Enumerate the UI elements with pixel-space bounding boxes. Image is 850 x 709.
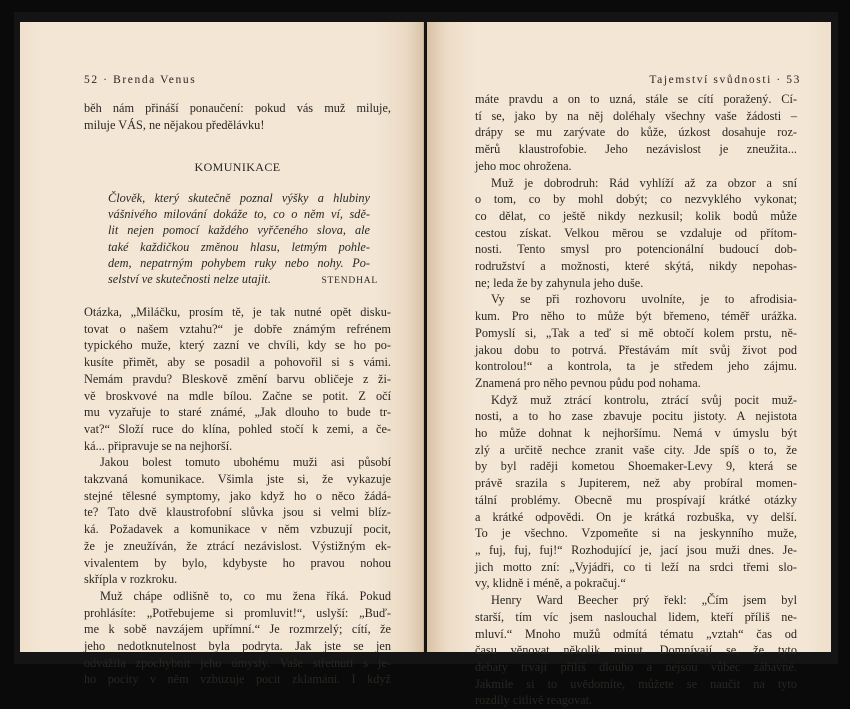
text-line: měrů klaustrofobie. Jeho nezávislost je zneužita... <box>475 142 797 157</box>
epigraph-line: lit nejen pomocí každého vyřčeného slova, ale <box>108 223 370 238</box>
text-line: stejné tělesné symptomy, jako když ho o něco žádá- <box>84 488 391 503</box>
text-line: Otázka, „Miláčku, prosím tě, je tak nutné opět disku- <box>84 305 391 319</box>
text-line: o tom, co by mohl dobýt; co nezvyklého vykonat; <box>475 192 797 207</box>
text-line: rodružství a možnosti, které skýtá, nikdy nepohas- <box>475 259 797 274</box>
epigraph-line: dem, nepatrným pohybem ruky nebo nohy. Po- <box>108 255 370 270</box>
text-line: me k sobě navzájem upřímní.“ Je rozmrzelý; cítí, že <box>84 622 391 637</box>
epigraph-line: vášnivého milování dokáže to, co o něm ví, sdě- <box>108 207 370 222</box>
text-line: běh nám přináší ponaučení: pokud vás muž miluje, <box>84 101 391 115</box>
text-line: tální problémy. Obecně mu prospívají krátké otázky <box>475 492 797 507</box>
text-line: Pomyslí si, „Tak a teď si mě obtočí kolem prstu, ně- <box>475 325 797 340</box>
text-line: Znamená pro něho pevnou půdu pod nohama. <box>475 375 701 390</box>
text-line: kusíte přimět, aby se posadil a pohovořil si s vámi. <box>84 355 391 370</box>
text-line: takzvaná komunikace. Všimla jste si, že vykazuje <box>84 472 391 487</box>
text-line: Když muž ztrácí kontrolu, ztrácí svůj pocit muž- <box>491 392 797 407</box>
text-line: odvážila zpochybnit jeho úmysly. Vaše střetnutí s je- <box>84 655 391 670</box>
text-line: času věnovat několik minut. Domnívají se, že tyto <box>475 643 797 658</box>
text-line: co dělat, co ještě nikdy nezkusil; kolik bodů může <box>475 208 797 223</box>
text-line: jich motto zní: „Vyjádři, co ti leží na srdci třemi slo- <box>475 559 797 574</box>
text-line: nosti, a to ho zase zbavuje pocitu jistoty. A nejistota <box>475 409 797 424</box>
text-line: kum. Pro něho to může být břemeno, téměř urážka. <box>475 309 797 324</box>
left-body-text <box>84 304 391 688</box>
text-line: Muž chápe odlišně to, co mu žena říká. Pokud <box>100 588 391 603</box>
text-line: ká... připravuje se na nejhorší. <box>84 438 233 453</box>
text-line: mluví.“ Mnoho mužů odmítá tématu „vztah“ čas od <box>475 626 797 641</box>
text-line: zlý a určitě nechce zranit vaše city. Jde spíš o to, že <box>475 442 797 457</box>
text-line: ho pocity v něm vzbuzuje pocit zklamání. I když <box>84 672 391 687</box>
text-line: Jakou bolest tomuto ubohému muži asi působí <box>100 455 391 470</box>
section-heading: KOMUNIKACE <box>194 160 281 174</box>
text-line: To je všechno. Vzpomeňte si na jeskynního muže, <box>475 526 797 541</box>
text-line: ká. Požadavek a komunikace v něm vzbuzují pocit, <box>84 522 391 537</box>
text-line: rozdíly citlivě reagovat. <box>475 693 593 708</box>
text-line: mu vyzařuje to staré známé, „Jak dlouho to bude tr- <box>84 405 391 420</box>
text-line: ne; leda že by zahynula jeho duše. <box>475 275 644 290</box>
text-line: Nemám pravdu? Bleskově změní barvu obličeje z ži- <box>84 371 391 386</box>
text-line: debaty trvají příliš dlouho a nejsou vůbec zábavné. <box>475 659 797 674</box>
text-line: vě broskvové na mdle bílou. Začne se potit. Z očí <box>84 388 391 403</box>
text-line: právě srazila s Jupiterem, než aby probíral momen- <box>475 476 797 491</box>
text-line: drápy se mu zarývate do kůže, úzkost dosahuje roz- <box>475 125 797 140</box>
text-line: Jakmile si to uvědomíte, můžete se naučit na tyto <box>475 676 797 691</box>
text-line: vy, klidně i méně, a pokračuj.“ <box>475 576 626 591</box>
text-line: prohlásíte: „Potřebujeme si promluvit!“, uslyší: „Buď- <box>84 605 391 620</box>
right-running-head: Tajemství svůdnosti · 53 <box>649 74 801 86</box>
text-line: ho může dohnat k nejhoršímu. Nemá v úmyslu být <box>475 426 797 441</box>
text-line: nosti. Tento smysl pro potencionální budoucí dob- <box>475 242 797 257</box>
text-line: vivalentem by bylo, kdybyste ho pravou nohou <box>84 555 391 570</box>
left-running-head: 52 · Brenda Venus <box>84 74 197 86</box>
text-line: a krátké odpovědi. On je krátká rozbuška, vy delší. <box>475 509 797 524</box>
text-line: miluje VÁS, ne nějakou předělávku! <box>84 117 265 132</box>
text-line: máte pravdu a on to uzná, stále se cítí poražený. Cí- <box>475 92 797 106</box>
epigraph <box>108 190 370 287</box>
epigraph-line: selství ve skutečnosti nelze utajit. <box>108 272 271 287</box>
text-line: tí se, jako by na něj doléhaly všechny vaše žádosti – <box>475 108 797 123</box>
text-line: typického muže, který zazní ve chvíli, kdy se ho po- <box>84 338 391 353</box>
text-line: jakou dobu to potrvá. Přestávám mít svůj život pod <box>475 342 797 357</box>
text-line: kontrolou!“ a kontrola, ta je středem jeho zájmu. <box>475 359 797 374</box>
text-line: Henry Ward Beecher prý řekl: „Čím jsem byl <box>491 593 797 608</box>
intro-paragraph <box>84 100 391 133</box>
text-line: „ fuj, fuj, fuj!“ Rozhodující je, jací jsou muži dnes. Je- <box>475 542 797 557</box>
text-line: vat?“ Složí ruce do klína, pohled stočí k zemi, a če- <box>84 421 391 436</box>
text-line: Muž je dobrodruh: Rád vyhlíží až za obzor a sní <box>491 175 797 190</box>
text-line: Vy se při rozhovoru uvolníte, je to afrodisia- <box>491 292 797 307</box>
text-line: by byl raději kometou Shoemaker-Levy 9, která se <box>475 459 797 474</box>
text-line: starší, tím víc jsem naslouchal lidem, kteří příliš ne- <box>475 609 797 624</box>
epigraph-line: také každičkou změnou hlasu, letmým pohle- <box>108 239 370 254</box>
open-book <box>14 12 838 708</box>
epigraph-line: Člověk, který skutečně poznal výšky a hlubiny <box>108 191 370 205</box>
text-line: že je zneužíván, že ztrácí nezávislost. Výstižným ek- <box>84 538 391 553</box>
text-line: cestou získat. Velkou měrou se vzdaluje od přítom- <box>475 225 797 240</box>
text-line: te? Tato dvě klaustrofobní slůvka jsou si velmi blíz- <box>84 505 391 520</box>
text-line: skřípla v rozkroku. <box>84 572 178 587</box>
right-page <box>427 22 831 708</box>
right-body-text <box>475 91 797 709</box>
text-line: jeho moc ohrožena. <box>475 158 572 173</box>
left-page <box>20 22 424 687</box>
text-line: jeho nedotknutelnost byla podryta. Jak jste se jen <box>84 639 391 654</box>
epigraph-attribution: STENDHAL <box>321 276 378 286</box>
text-line: tovat o našem vztahu?“ je dobře známým refrénem <box>84 321 391 336</box>
